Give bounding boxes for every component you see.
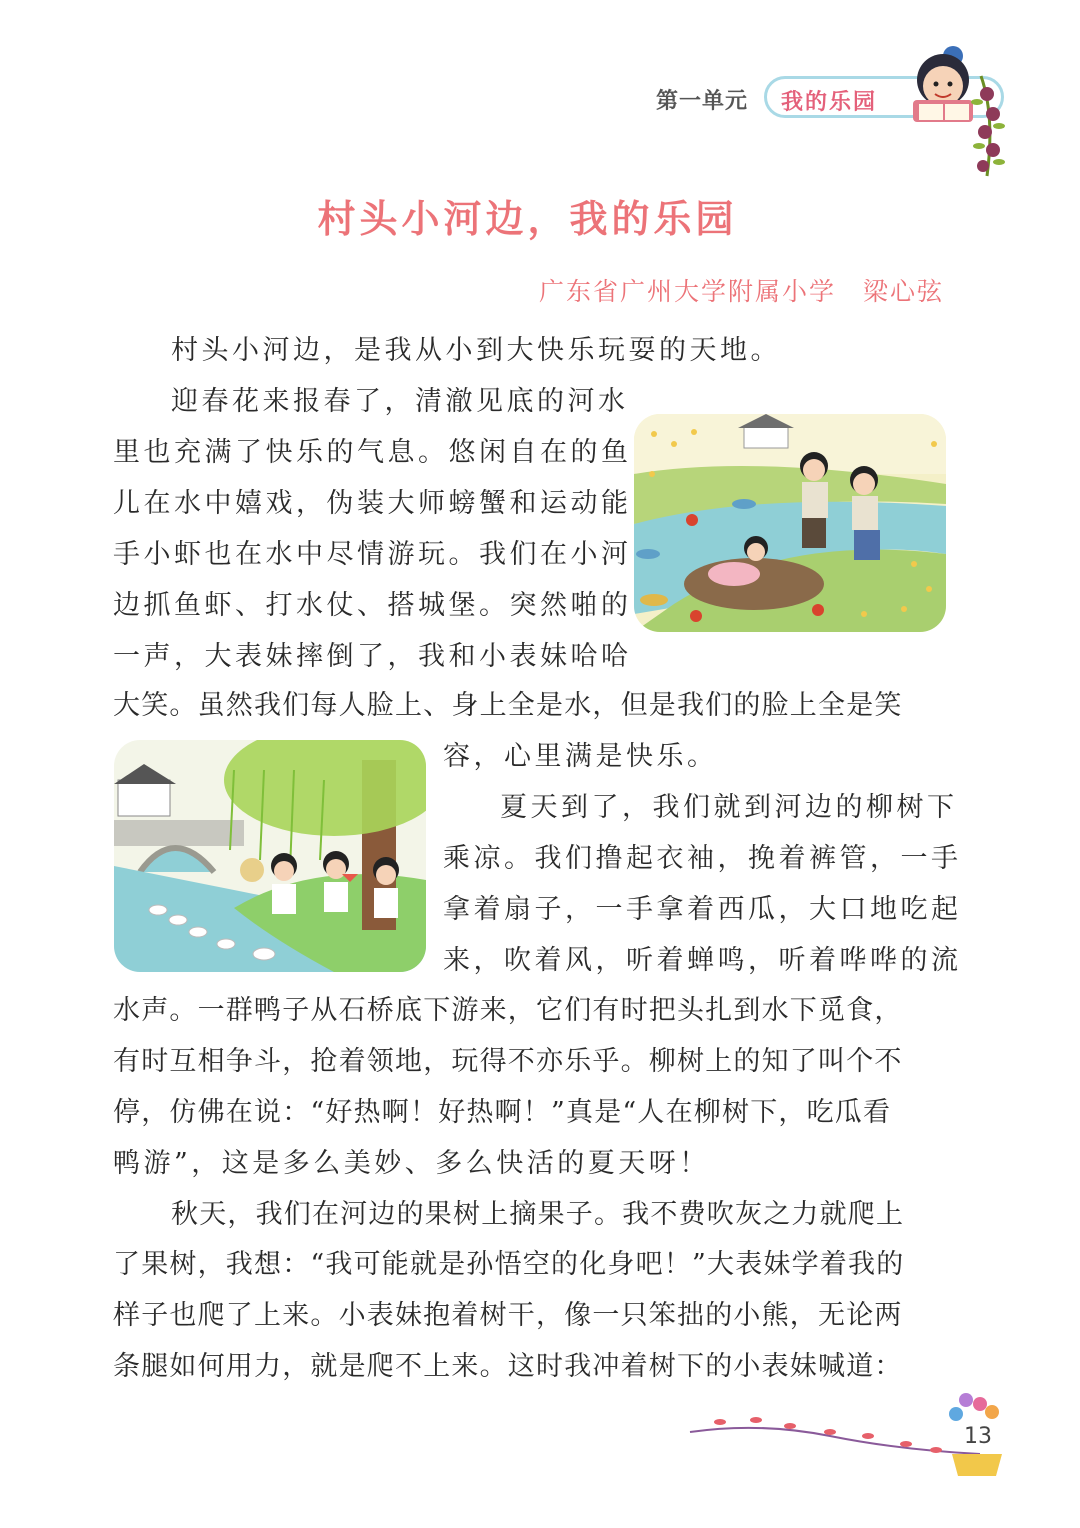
article-author: 广东省广州大学附属小学 梁心弦	[538, 277, 944, 306]
text-line: 停，仿佛在说：“好热啊！好热啊！”真是“人在柳树下，吃瓜看	[113, 1097, 892, 1128]
text-line: 儿在水中嬉戏，伪装大师螃蟹和运动能	[113, 488, 632, 519]
text-line: 乘凉。我们撸起衣袖，挽着裤管，一手	[443, 843, 962, 874]
text-line: 水声。一群鸭子从石桥底下游来，它们有时把头扎到水下觅食，	[113, 995, 903, 1026]
text-line: 边抓鱼虾、打水仗、搭城堡。突然啪的	[113, 590, 632, 621]
article-title: 村头小河边，我的乐园	[317, 197, 738, 241]
text-line: 里也充满了快乐的气息。悠闲自在的鱼	[113, 437, 632, 468]
spring-river-illustration	[634, 414, 946, 632]
mascot-girl-reading-illustration	[895, 36, 1015, 186]
text-line: 了果树，我想：“我可能就是孙悟空的化身吧！”大表妹学着我的	[113, 1249, 905, 1280]
unit-theme-label: 我的乐园	[781, 90, 878, 115]
text-line: 村头小河边，是我从小到大快乐玩耍的天地。	[171, 335, 781, 366]
text-line: 迎春花来报春了，清澈见底的河水	[171, 386, 629, 417]
text-line: 有时互相争斗，抢着领地，玩得不亦乐乎。柳树上的知了叫个不	[113, 1046, 903, 1077]
text-line: 来，吹着风，听着蝉鸣，听着哗哗的流	[443, 945, 962, 976]
text-line: 容，心里满是快乐。	[443, 741, 718, 772]
unit-label: 第一单元	[656, 89, 749, 114]
text-line: 拿着扇子，一手拿着西瓜，大口地吃起	[443, 894, 962, 925]
text-line: 大笑。虽然我们每人脸上、身上全是水，但是我们的脸上全是笑	[113, 690, 903, 721]
page-number: 13	[964, 1424, 992, 1449]
summer-willow-illustration	[114, 740, 426, 972]
text-line: 鸭游”，这是多么美妙、多么快活的夏天呀！	[113, 1148, 710, 1179]
text-line: 夏天到了，我们就到河边的柳树下	[500, 792, 958, 823]
text-line: 手小虾也在水中尽情游玩。我们在小河	[113, 539, 632, 570]
text-line: 秋天，我们在河边的果树上摘果子。我不费吹灰之力就爬上	[171, 1199, 905, 1230]
text-line: 条腿如何用力，就是爬不上来。这时我冲着树下的小表妹喊道：	[113, 1351, 903, 1382]
text-line: 样子也爬了上来。小表妹抱着树干，像一只笨拙的小熊，无论两	[113, 1300, 903, 1331]
footer-flower-pot-decoration	[680, 1392, 1010, 1478]
text-line: 一声，大表妹摔倒了，我和小表妹哈哈	[113, 641, 632, 672]
